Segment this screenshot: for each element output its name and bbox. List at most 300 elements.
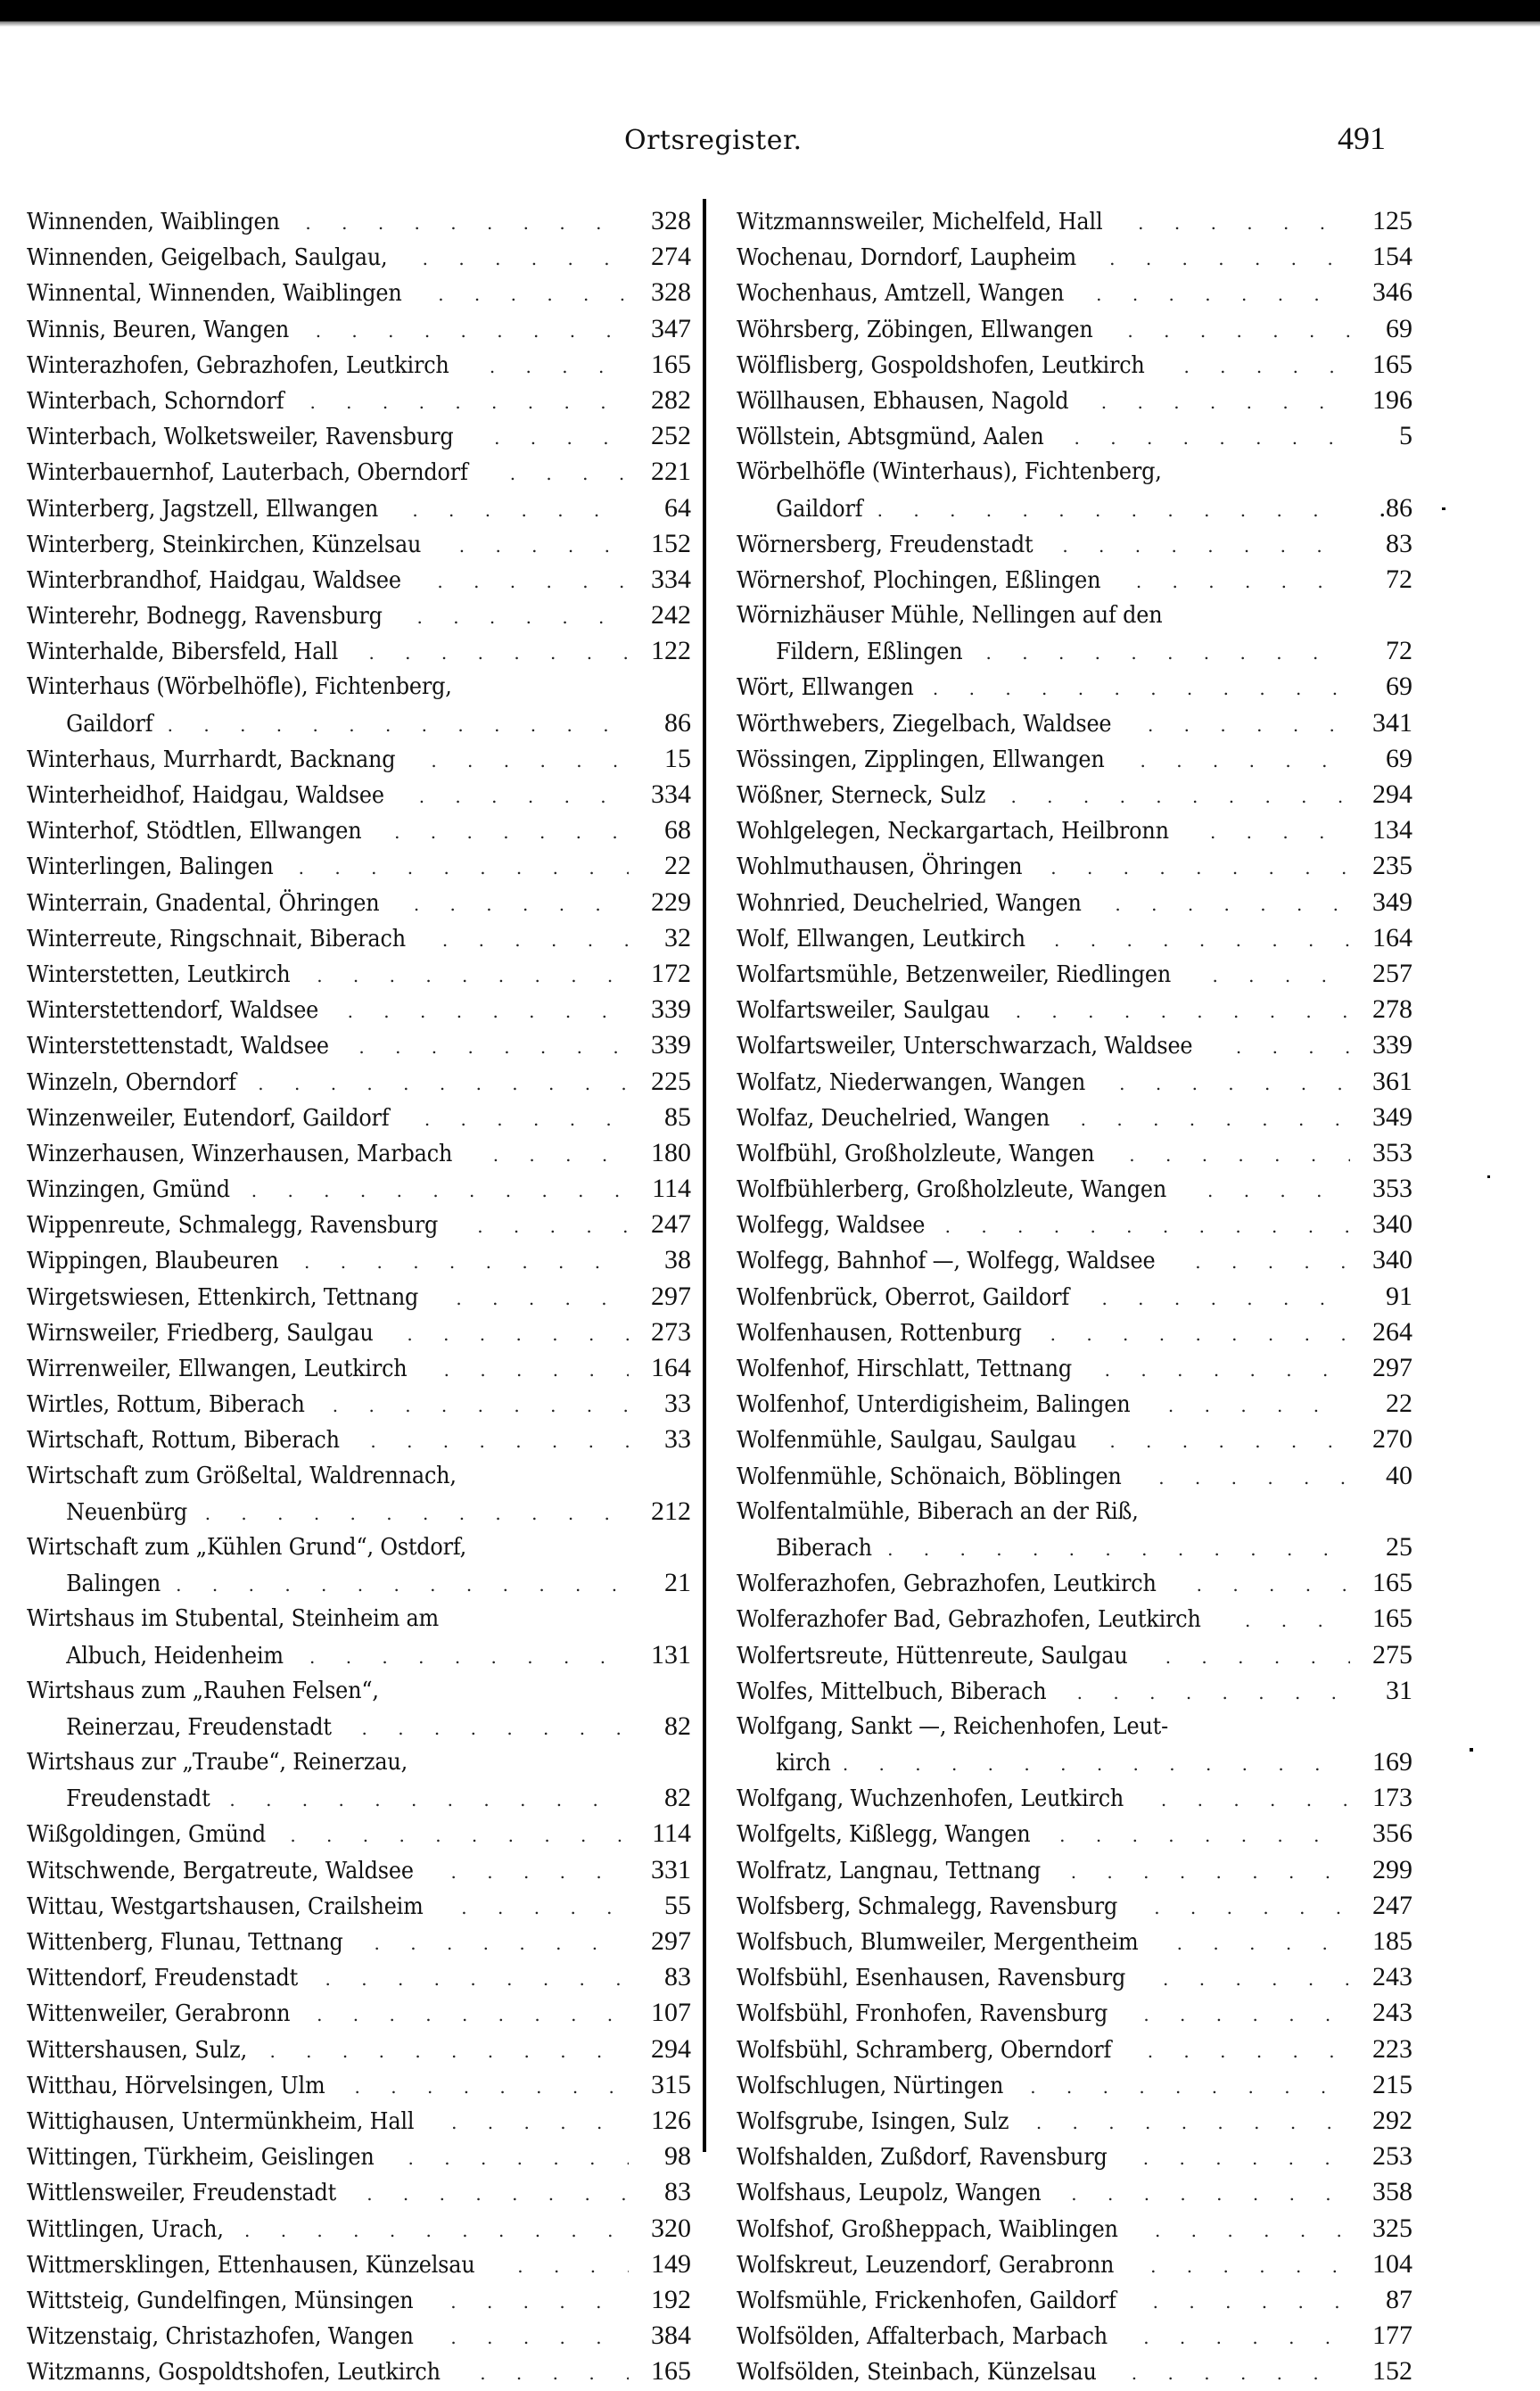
dot-leader: [304, 1244, 629, 1280]
entry-page-number: 69: [1386, 313, 1412, 343]
index-entry: [737, 203, 1412, 239]
entry-place-name: Wölflisberg, Gospoldshofen, Leutkirch: [737, 351, 1145, 379]
entry-place-name: Winnenden, Geigelbach, Saulgau,: [27, 244, 388, 272]
entry-page-number: 341: [1372, 707, 1412, 738]
index-entry: [737, 418, 1412, 454]
entry-place-name: Wittingen, Türkheim, Geislingen: [27, 2144, 375, 2172]
entry-page-number: 69: [1386, 743, 1412, 773]
index-entry-line: [27, 2318, 691, 2354]
index-entry: [737, 1315, 1412, 1350]
entry-page-number: 31: [1386, 1675, 1412, 1705]
dot-leader: [843, 1746, 1350, 1782]
entry-place-name: Wolfenmühle, Schönaich, Böblingen: [737, 1463, 1122, 1490]
entry-place-name: Winterheidhof, Haidgau, Waldsee: [27, 782, 384, 809]
dot-leader: [1212, 958, 1350, 994]
dot-leader: [1071, 1854, 1350, 1890]
entry-page-number: 299: [1372, 1854, 1412, 1884]
index-entry-line: [737, 2282, 1412, 2318]
entry-page-number: 349: [1372, 886, 1412, 917]
dot-leader: [1165, 1639, 1350, 1675]
entry-page-number: 328: [651, 206, 691, 235]
index-entry: [737, 454, 1412, 525]
index-column-right: [737, 203, 1412, 2389]
index-entry: [737, 2354, 1412, 2389]
entry-page-number: 235: [1372, 851, 1412, 881]
dot-leader: [494, 420, 629, 456]
index-entry-line: [27, 491, 691, 526]
entry-page-number: 33: [664, 1424, 691, 1455]
index-entry: [27, 1744, 691, 1816]
entry-place-name: Wirtschaft zum „Kühlen Grund“, Ostdorf,: [27, 1533, 467, 1561]
entry-place-name: Witschwende, Bergatreute, Waldsee: [27, 1857, 414, 1884]
index-entry: [27, 2354, 691, 2389]
entry-page-number: 152: [1372, 2356, 1412, 2387]
index-entry-line: [27, 2139, 691, 2174]
index-entry-line: [27, 2103, 691, 2139]
entry-page-number: 229: [651, 886, 691, 917]
index-entry: [27, 669, 691, 740]
index-entry: [27, 1995, 691, 2031]
dot-leader: [258, 1066, 629, 1101]
page-title: Ortsregister.: [624, 125, 803, 156]
entry-place-name: Winterehr, Bodnegg, Ravensburg: [27, 603, 383, 631]
entry-place-name: Wochenhaus, Amtzell, Wangen: [737, 280, 1065, 308]
index-entry-line: [27, 777, 691, 812]
entry-page-number: 282: [651, 384, 691, 415]
index-entry-line: [737, 741, 1412, 777]
index-entry-line: [27, 741, 691, 777]
entry-place-name: Winzingen, Gmünd: [27, 1176, 230, 1204]
index-entry: [27, 1315, 691, 1350]
index-entry-line: [737, 2032, 1412, 2067]
margin-speck: [1442, 507, 1445, 510]
entry-place-name: Wittighausen, Untermünkheim, Hall: [27, 2107, 415, 2135]
index-entry-line: [737, 347, 1412, 383]
index-entry: [27, 848, 691, 884]
index-entry-line: [737, 526, 1412, 562]
entry-page-number: 252: [651, 421, 691, 451]
entry-place-name: Wolfratz, Langnau, Tettnang: [737, 1857, 1042, 1884]
index-entry: [737, 1135, 1412, 1171]
dot-leader: [1161, 1782, 1350, 1818]
index-entry-line: [737, 1242, 1412, 1278]
index-entry-line: [737, 1673, 1412, 1709]
entry-continuation: Albuch, Heidenheim: [66, 1642, 284, 1670]
dot-leader: [1143, 2320, 1350, 2355]
entry-place-name: Wörnershof, Plochingen, Eßlingen: [737, 566, 1101, 594]
entry-place-name: Wirtschaft, Rottum, Biberach: [27, 1427, 340, 1455]
index-entry: [27, 920, 691, 956]
index-entry: [27, 418, 691, 454]
entry-page-number: 294: [651, 2033, 691, 2064]
entry-place-name: Wolfbühl, Großholzleute, Wangen: [737, 1140, 1095, 1167]
index-entry-line: [737, 203, 1412, 239]
index-entry-line: [27, 239, 691, 275]
page-number: 491: [1338, 120, 1386, 156]
entry-page-number: 21: [664, 1568, 691, 1598]
index-entry: [27, 454, 691, 490]
entry-page-number: 320: [651, 2213, 691, 2243]
entry-place-name: Winnental, Winnenden, Waiblingen: [27, 280, 402, 308]
entry-place-name: Winterbauernhof, Lauterbach, Oberndorf: [27, 459, 468, 487]
entry-place-name: Wißgoldingen, Gmünd: [27, 1821, 267, 1849]
entry-page-number: 5: [1399, 421, 1412, 451]
entry-page-number: 83: [664, 2177, 691, 2207]
entry-place-name: Wörthwebers, Ziegelbach, Waldsee: [737, 710, 1112, 738]
dot-leader: [412, 492, 629, 528]
dot-leader: [299, 850, 629, 886]
entry-place-name: Winzeln, Oberndorf: [27, 1068, 236, 1096]
index-entry: [737, 848, 1412, 884]
entry-page-number: 169: [1372, 1747, 1412, 1777]
entry-page-number: 126: [651, 2105, 691, 2135]
index-entry-line: [737, 1350, 1412, 1386]
index-entry: [737, 1601, 1412, 1637]
running-head: [0, 120, 1540, 161]
entry-page-number: 55: [664, 1890, 691, 1920]
index-entry: [27, 2174, 691, 2210]
index-column-left: [27, 203, 691, 2389]
entry-page-number: 68: [664, 815, 691, 845]
index-entry-line: [737, 1315, 1412, 1350]
entry-page-number: 86: [664, 707, 691, 738]
index-entry-line: [737, 2354, 1412, 2389]
entry-place-name: Wolfsmühle, Frickenhofen, Gaildorf: [737, 2287, 1116, 2314]
index-entry-line: [737, 2067, 1412, 2103]
index-entry-line: [737, 848, 1412, 884]
entry-page-number: 340: [1372, 1245, 1412, 1275]
index-entry: [27, 1816, 691, 1851]
index-entry: [737, 1350, 1412, 1386]
index-entry-line: [27, 562, 691, 598]
index-entry: [737, 1027, 1412, 1063]
dot-leader: [1236, 1029, 1350, 1065]
entry-place-name: Wolferazhofer Bad, Gebrazhofen, Leutkirch: [737, 1606, 1201, 1634]
index-entry-line: [27, 311, 691, 347]
index-entry: [737, 2174, 1412, 2210]
index-entry-line: [27, 633, 691, 669]
index-entry: [737, 1171, 1412, 1207]
index-entry: [27, 1888, 691, 1924]
entry-place-name: Wolfsbuch, Blumweiler, Mergentheim: [737, 1929, 1139, 1956]
index-entry-line: [737, 239, 1412, 275]
index-entry: [27, 1064, 691, 1100]
index-entry-line: [27, 1315, 691, 1350]
index-entry-line: [737, 1852, 1412, 1888]
entry-place-name: Wolfsölden, Affalterbach, Marbach: [737, 2323, 1108, 2351]
index-entry: [737, 1959, 1412, 1995]
index-entry-line: [737, 491, 1412, 526]
dot-leader: [361, 1711, 629, 1746]
dot-leader: [1177, 1925, 1350, 1961]
entry-continuation: Neuenbürg: [66, 1498, 188, 1526]
entry-place-name: Wörbelhöfle (Winterhaus), Fichtenberg,: [737, 458, 1162, 486]
dot-leader: [1154, 1890, 1350, 1925]
index-entry: [27, 1279, 691, 1315]
index-entry-line: [737, 920, 1412, 956]
entry-place-name: Winnis, Beuren, Wangen: [27, 316, 290, 343]
entry-place-name: Wolfartsweiler, Unterschwarzach, Waldsee: [737, 1033, 1193, 1060]
index-entry: [737, 2211, 1412, 2247]
entry-place-name: Wolfenbrück, Oberrot, Gaildorf: [737, 1283, 1070, 1311]
index-entry-line: [737, 383, 1412, 418]
entry-place-name: Wöllhausen, Ebhausen, Nagold: [737, 387, 1069, 415]
index-entry-line: [737, 1422, 1412, 1457]
dot-leader: [366, 2176, 629, 2212]
index-entry-line: [27, 1207, 691, 1242]
entry-place-name: Wittlensweiler, Freudenstadt: [27, 2180, 337, 2207]
entry-continuation: Balingen: [66, 1571, 161, 1598]
index-entry-line: [737, 1780, 1412, 1816]
index-entry: [737, 347, 1412, 383]
index-entry-line: [737, 418, 1412, 454]
index-entry: [27, 1242, 691, 1278]
index-entry: [27, 1673, 691, 1744]
entry-place-name: Wolfenhof, Hirschlatt, Tettnang: [737, 1356, 1072, 1382]
index-entry-line: [737, 1386, 1412, 1422]
index-entry: [737, 1995, 1412, 2031]
dot-leader: [1158, 1460, 1350, 1496]
index-entry: [27, 992, 691, 1027]
entry-page-number: .86: [1379, 492, 1412, 523]
index-entry: [27, 1027, 691, 1063]
entry-page-number: 173: [1372, 1783, 1412, 1813]
index-entry-line: [737, 1959, 1412, 1995]
dot-leader: [1129, 1137, 1350, 1173]
entry-page-number: 114: [652, 1818, 691, 1849]
index-entry: [737, 705, 1412, 741]
entry-place-name: Wohlmuthausen, Öhringen: [737, 853, 1023, 881]
entry-place-name: Wolfartsmühle, Betzenweiler, Riedlingen: [737, 961, 1172, 988]
dot-leader: [1119, 1066, 1350, 1101]
entry-page-number: 32: [664, 922, 691, 952]
entry-place-name: Wolf, Ellwangen, Leutkirch: [737, 925, 1025, 952]
index-entry-line: [27, 275, 691, 310]
dot-leader: [290, 1818, 629, 1853]
entry-place-name: Winterstettenstadt, Waldsee: [27, 1033, 329, 1060]
entry-place-name: Wolfsberg, Schmalegg, Ravensburg: [737, 1892, 1118, 1920]
entry-page-number: 339: [1372, 1030, 1412, 1060]
index-entry: [737, 1888, 1412, 1924]
dot-leader: [1195, 1244, 1350, 1280]
dot-leader: [375, 1925, 629, 1961]
entry-place-name: Wolfsbühl, Fronhofen, Ravensburg: [737, 2000, 1108, 2028]
index-entry: [737, 1422, 1412, 1457]
dot-leader: [431, 743, 629, 779]
dot-leader: [933, 671, 1350, 706]
entry-place-name: Wörnersberg, Freudenstadt: [737, 531, 1034, 558]
entry-page-number: 278: [1372, 994, 1412, 1025]
entry-page-number: 192: [651, 2284, 691, 2314]
index-entry-line: [737, 2139, 1412, 2174]
entry-place-name: Wittenberg, Flunau, Tettnang: [27, 1929, 343, 1956]
index-entry: [737, 920, 1412, 956]
dot-leader: [1101, 1281, 1350, 1316]
index-entry-line: [27, 2354, 691, 2389]
dot-leader: [1148, 707, 1350, 743]
index-entry: [737, 1100, 1412, 1135]
entry-place-name: Witthau, Hörvelsingen, Ulm: [27, 2072, 325, 2099]
dot-leader: [1071, 2176, 1350, 2212]
dot-leader: [1155, 2213, 1350, 2248]
entry-place-name: Winterstetten, Leutkirch: [27, 961, 291, 988]
dot-leader: [1075, 420, 1350, 456]
entry-page-number: 297: [651, 1281, 691, 1311]
dot-leader: [444, 1352, 629, 1388]
entry-place-name: Winterlingen, Balingen: [27, 853, 274, 881]
index-entry-line: [27, 2032, 691, 2067]
entry-page-number: 253: [1372, 2141, 1412, 2172]
index-entry: [27, 885, 691, 920]
index-entry: [737, 1780, 1412, 1816]
entry-place-name: Winzenweiler, Eutendorf, Gaildorf: [27, 1104, 390, 1132]
entry-place-name: Wolfshalden, Zußdorf, Ravensburg: [737, 2144, 1108, 2172]
index-entry: [737, 562, 1412, 598]
entry-page-number: 243: [1372, 1962, 1412, 1992]
dot-leader: [480, 2355, 629, 2391]
index-entry-line: [27, 669, 691, 705]
dot-leader: [1168, 1388, 1350, 1423]
index-entry-line: [27, 1852, 691, 1888]
entry-continuation: Biberach: [776, 1534, 872, 1562]
entry-page-number: 104: [1372, 2248, 1412, 2279]
entry-place-name: Winterazhofen, Gebrazhofen, Leutkirch: [27, 351, 449, 379]
index-entry-line: [27, 2282, 691, 2318]
entry-place-name: Winterbrandhof, Haidgau, Waldsee: [27, 566, 401, 594]
entry-place-name: Winterreute, Ringschnait, Biberach: [27, 925, 406, 952]
index-entry-line: [737, 1064, 1412, 1100]
dot-leader: [358, 1029, 629, 1065]
entry-place-name: Wössingen, Zipplingen, Ellwangen: [737, 746, 1105, 773]
dot-leader: [986, 635, 1350, 671]
entry-page-number: 339: [651, 1030, 691, 1060]
entry-page-number: 247: [1372, 1890, 1412, 1920]
index-entry-line: [737, 777, 1412, 812]
index-entry-line: [737, 1529, 1412, 1565]
index-entry: [27, 777, 691, 812]
index-entry-line: [27, 1565, 691, 1601]
index-entry-line: [737, 1709, 1412, 1744]
index-entry: [737, 275, 1412, 310]
dot-leader: [269, 2033, 629, 2069]
index-entry: [737, 1565, 1412, 1601]
index-entry-line: [27, 598, 691, 633]
entry-place-name: Wittendorf, Freudenstadt: [27, 1965, 299, 1992]
entry-page-number: 292: [1372, 2105, 1412, 2135]
entry-place-name: Winzerhausen, Winzerhausen, Marbach: [27, 1140, 453, 1167]
dot-leader: [1143, 2140, 1350, 2176]
entry-place-name: Wößner, Sterneck, Sulz: [737, 782, 986, 809]
entry-page-number: 339: [651, 994, 691, 1025]
dot-leader: [510, 456, 629, 491]
dot-leader: [887, 1531, 1350, 1567]
entry-page-number: 82: [664, 1711, 691, 1741]
dot-leader: [394, 814, 629, 850]
dot-leader: [451, 1854, 629, 1890]
entry-page-number: 165: [651, 2356, 691, 2387]
entry-place-name: Wolfes, Mittelbuch, Biberach: [737, 1678, 1047, 1705]
dot-leader: [368, 635, 629, 671]
index-entry: [27, 526, 691, 562]
entry-place-name: Wittershausen, Sulz,: [27, 2036, 247, 2064]
entry-place-name: Wolfsgrube, Isingen, Sulz: [737, 2107, 1009, 2135]
index-entry-line: [737, 275, 1412, 310]
entry-page-number: 87: [1386, 2284, 1412, 2314]
entry-page-number: 325: [1372, 2213, 1412, 2243]
dot-leader: [1096, 276, 1350, 312]
index-entry-line: [737, 1458, 1412, 1494]
entry-place-name: Winterrain, Gnadental, Öhringen: [27, 889, 380, 917]
entry-place-name: Wolfegg, Bahnhof —, Wolfegg, Waldsee: [737, 1248, 1156, 1275]
entry-page-number: 297: [651, 1926, 691, 1956]
index-entry-line: [737, 1565, 1412, 1601]
entry-place-name: Wolfenhof, Unterdigisheim, Balingen: [737, 1391, 1131, 1419]
entry-page-number: 83: [1386, 528, 1412, 558]
index-entry-line: [27, 347, 691, 383]
index-entry: [737, 383, 1412, 418]
dot-leader: [451, 2105, 629, 2140]
index-entry-line: [737, 1744, 1412, 1780]
entry-page-number: 315: [651, 2069, 691, 2099]
entry-page-number: 196: [1372, 384, 1412, 415]
index-entry: [27, 1959, 691, 1995]
entry-place-name: Wolfsölden, Steinbach, Künzelsau: [737, 2359, 1097, 2387]
index-entry: [737, 2032, 1412, 2067]
entry-place-name: Wöllstein, Abtsgmünd, Aalen: [737, 424, 1044, 451]
dot-leader: [493, 1137, 629, 1173]
dot-leader: [1081, 1101, 1350, 1137]
index-entry: [27, 741, 691, 777]
index-entry: [27, 2247, 691, 2282]
index-entry: [27, 2318, 691, 2354]
index-entry: [737, 2139, 1412, 2174]
index-entry: [27, 1458, 691, 1529]
index-entry-line: [737, 2247, 1412, 2282]
dot-leader: [1059, 1818, 1350, 1853]
entry-page-number: 264: [1372, 1316, 1412, 1347]
entry-page-number: 328: [651, 277, 691, 308]
index-entry: [737, 2067, 1412, 2103]
entry-page-number: 82: [664, 1783, 691, 1813]
dot-leader: [450, 2284, 629, 2320]
index-entry: [737, 526, 1412, 562]
entry-page-number: 152: [651, 528, 691, 558]
index-entry-line: [27, 383, 691, 418]
index-entry-line: [27, 1816, 691, 1851]
entry-place-name: Wolfgang, Sankt —, Reichenhofen, Leut-: [737, 1712, 1169, 1740]
index-entry-line: [27, 920, 691, 956]
entry-place-name: Winterstettendorf, Waldsee: [27, 997, 319, 1025]
index-entry-line: [737, 992, 1412, 1027]
index-entry: [737, 1207, 1412, 1242]
entry-place-name: Wolfgang, Wuchzenhofen, Leutkirch: [737, 1785, 1124, 1813]
index-entry-line: [27, 2067, 691, 2103]
entry-place-name: Wirtshaus zum „Rauhen Felsen“,: [27, 1677, 379, 1704]
entry-place-name: Winterhalde, Bibersfeld, Hall: [27, 639, 339, 666]
entry-page-number: 223: [1372, 2033, 1412, 2064]
dot-leader: [461, 1890, 629, 1925]
dot-leader: [1148, 2033, 1350, 2069]
dot-leader: [1153, 2284, 1350, 2320]
entry-page-number: 247: [651, 1209, 691, 1240]
entry-page-number: 185: [1372, 1926, 1412, 1956]
index-entry: [27, 562, 691, 598]
entry-page-number: 25: [1386, 1531, 1412, 1562]
index-entry-line: [27, 992, 691, 1027]
index-entry: [27, 812, 691, 848]
entry-place-name: Wirrenweiler, Ellwangen, Leutkirch: [27, 1356, 408, 1382]
index-entry-line: [737, 1494, 1412, 1529]
